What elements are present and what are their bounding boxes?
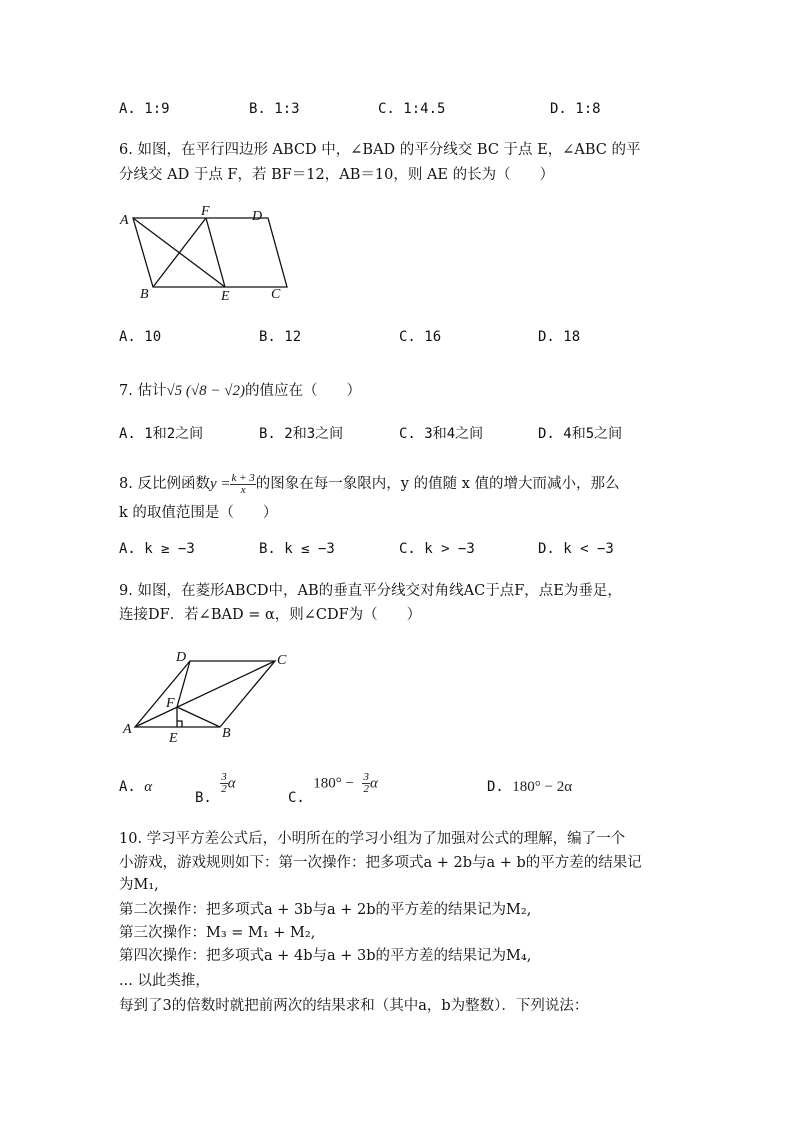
q8-fraction — [230, 473, 255, 496]
q8-stem-line1 — [119, 472, 620, 496]
q6-option-b: B. 12 — [259, 329, 302, 345]
q6-option-a: A. 10 — [119, 329, 162, 345]
q6-parallelogram-figure — [115, 200, 305, 310]
q8-option-d: D. k < −3 — [538, 541, 614, 557]
q9-option-c-alpha: α — [369, 775, 378, 792]
q10-line8: 每到了3的倍数时就把前两次的结果求和（其中a，b为整数）．下列说法： — [119, 998, 589, 1014]
q8-fraction-numerator: k + 3 — [231, 471, 255, 484]
q10-line5: 第三次操作：M₃ = M₁ + M₂, — [119, 925, 316, 941]
q8-option-b: B. k ≤ −3 — [259, 541, 335, 557]
q6-stem-line2: 分线交 AD 于点 F，若 BF＝12，AB＝10，则 AE 的长为（ ） — [119, 167, 555, 183]
q10-line2: 小游戏，游戏规则如下：第一次操作：把多项式a + 2b与a + b的平方差的结果记 — [119, 855, 642, 871]
q10-line1: 10. 学习平方差公式后，小明所在的学习小组为了加强对公式的理解，编了一个 — [119, 831, 626, 847]
q8-prefix: 8. 反比例函数 — [119, 476, 210, 492]
q7-option-b: B. 2和3之间 — [259, 426, 344, 442]
q5-option-d: D. 1:8 — [550, 101, 601, 117]
q9-option-a-letter: A. — [119, 779, 136, 795]
q5-option-a: A. 1:9 — [119, 101, 170, 117]
q10-line6: 第四次操作：把多项式a + 4b与a + 3b的平方差的结果记为M₄, — [119, 948, 532, 964]
q6-stem-line1: 6. 如图，在平行四边形 ABCD 中，∠BAD 的平分线交 BC 于点 E，∠ABC 的平 — [119, 142, 641, 158]
q9-stem-line2: 连接DF．若∠BAD = α，则∠CDF为（ ） — [119, 607, 422, 623]
q10-line3: 为M₁, — [119, 877, 159, 893]
q9-option-c-denominator: 2 — [363, 783, 369, 795]
q6-label-b: B — [140, 287, 149, 302]
q9-label-d: D — [176, 650, 187, 665]
q9-option-b-alpha: α — [227, 775, 236, 792]
q10-line7: ... 以此类推， — [119, 973, 210, 989]
q8-y: y = — [209, 476, 231, 492]
q8-suffix: 的图象在每一象限内，y 的值随 x 值的增大而减小，那么 — [255, 476, 620, 492]
q9-label-c: C — [277, 653, 287, 668]
q9-option-d-letter: D. — [487, 779, 504, 795]
q9-option-b-denominator: 2 — [221, 783, 227, 795]
q9-label-b: B — [222, 726, 231, 741]
q7-expression: √5 (√8 − √2) — [166, 383, 246, 399]
q6-label-c: C — [271, 287, 281, 302]
q9-rhombus-figure — [115, 645, 300, 745]
q9-label-e: E — [169, 731, 178, 745]
q9-label-a: A — [123, 722, 132, 737]
q9-option-a — [119, 779, 152, 796]
q7-option-d: D. 4和5之间 — [538, 426, 623, 442]
q6-label-e: E — [221, 289, 230, 304]
q5-option-c: C. 1:4.5 — [378, 101, 446, 117]
q7-stem — [119, 379, 361, 400]
q6-option-c: C. 16 — [399, 329, 442, 345]
q9-option-c-numerator: 3 — [363, 771, 369, 783]
q9-option-c — [288, 771, 378, 806]
q6-label-d: D — [252, 209, 263, 224]
q8-option-c: C. k > −3 — [399, 541, 475, 557]
q8-option-a: A. k ≥ −3 — [119, 541, 195, 557]
q9-stem-line1: 9. 如图，在菱形ABCD中，AB的垂直平分线交对角线AC于点F，点E为垂足， — [119, 583, 622, 599]
q5-option-b: B. 1:3 — [249, 101, 300, 117]
q9-option-c-head: 180° − — [313, 775, 355, 792]
q9-option-a-value: α — [144, 779, 153, 795]
q9-option-c-letter: C. — [288, 789, 305, 806]
q6-option-d: D. 18 — [538, 329, 581, 345]
q9-option-d-value: 180° − 2α — [512, 779, 573, 795]
q7-prefix: 7. 估计 — [119, 383, 167, 399]
q9-option-b-numerator: 3 — [221, 771, 227, 783]
q7-suffix: 的值应在（ ） — [245, 383, 362, 399]
q6-label-f: F — [201, 204, 210, 219]
q9-option-c-fraction — [362, 772, 370, 795]
q9-option-d — [487, 779, 572, 796]
q9-option-b — [195, 771, 236, 806]
q8-stem-line2: k 的取值范围是（ ） — [119, 505, 278, 521]
q9-label-f: F — [166, 696, 175, 711]
q7-option-c: C. 3和4之间 — [399, 426, 484, 442]
q9-option-b-letter: B. — [195, 789, 212, 806]
q6-label-a: A — [120, 213, 129, 228]
q9-option-b-fraction — [220, 772, 228, 795]
q10-line4: 第二次操作：把多项式a + 3b与a + 2b的平方差的结果记为M₂, — [119, 902, 532, 918]
q7-option-a: A. 1和2之间 — [119, 426, 204, 442]
q8-fraction-denominator: x — [240, 483, 246, 496]
